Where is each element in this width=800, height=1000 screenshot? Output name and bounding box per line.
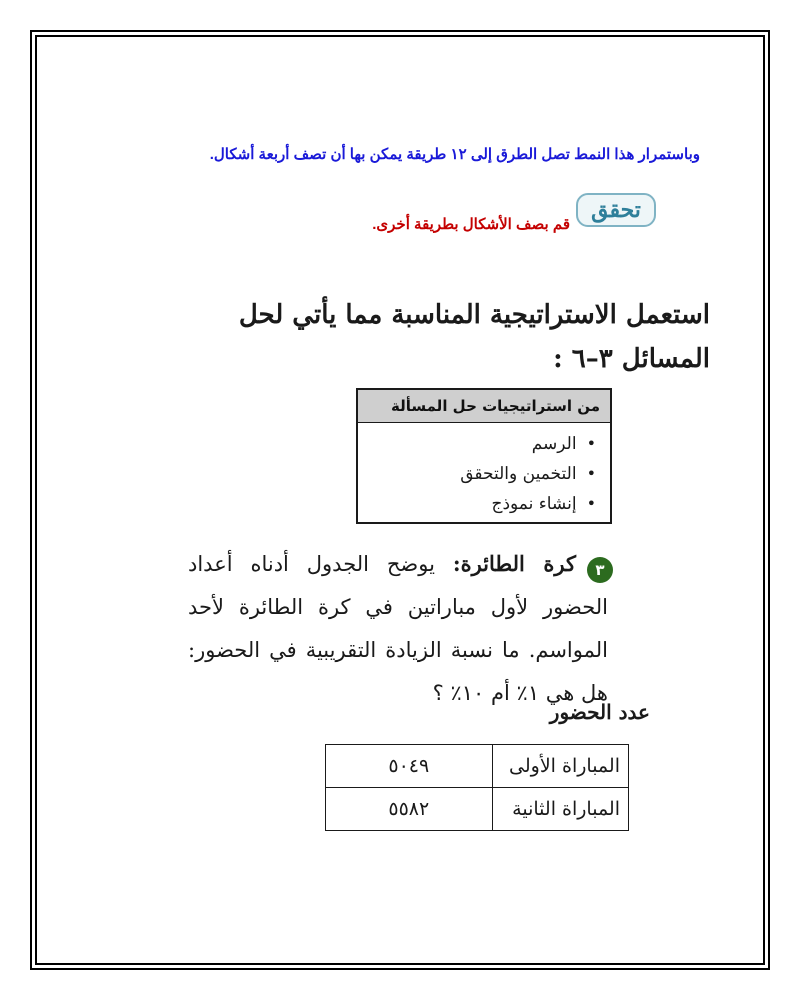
check-badge: تحقق: [576, 193, 656, 227]
attendance-table: [325, 744, 629, 831]
problem-body: يوضح الجدول أدناه أعداد الحضور لأول مباراتين في كرة الطائرة لأحد المواسم. ما نسبة الزيادة التقريبية في الحضور: هل هي ١٪ أم ١٠٪ ؟: [188, 552, 608, 705]
strategy-heading-line1: استعمل الاستراتيجية المناسبة مما يأتي لحل: [238, 300, 710, 330]
strategy-item: • التخمين والتحقق: [358, 459, 596, 489]
attendance-caption: عدد الحضور: [549, 700, 650, 724]
strategy-item: • إنشاء نموذج: [358, 489, 596, 519]
problem-number-badge: ٣: [587, 557, 613, 583]
strategy-heading-line2: المسائل ٣–٦ :: [553, 344, 710, 374]
problem-text: [188, 542, 608, 715]
table-cell-label: المباراة الأولى: [492, 745, 628, 788]
strategies-list: [358, 423, 610, 519]
table-cell-label: المباراة الثانية: [492, 788, 628, 831]
problem-title: كرة الطائرة:: [452, 551, 576, 576]
strategies-box: [356, 388, 612, 524]
strategies-title: من استراتيجيات حل المسألة: [358, 390, 610, 423]
table-cell-value: ٥٥٨٢: [326, 788, 493, 831]
strategy-heading: [190, 293, 710, 381]
check-section: [240, 193, 660, 243]
intro-text: وباستمرار هذا النمط تصل الطرق إلى ١٢ طريقة يمكن بها أن تصف أربعة أشكال.: [209, 146, 700, 163]
check-text: قم بصف الأشكال بطريقة أخرى.: [372, 216, 570, 233]
table-row: [326, 745, 629, 788]
table-cell-value: ٥٠٤٩: [326, 745, 493, 788]
strategy-item: • الرسم: [358, 429, 596, 459]
table-row: [326, 788, 629, 831]
